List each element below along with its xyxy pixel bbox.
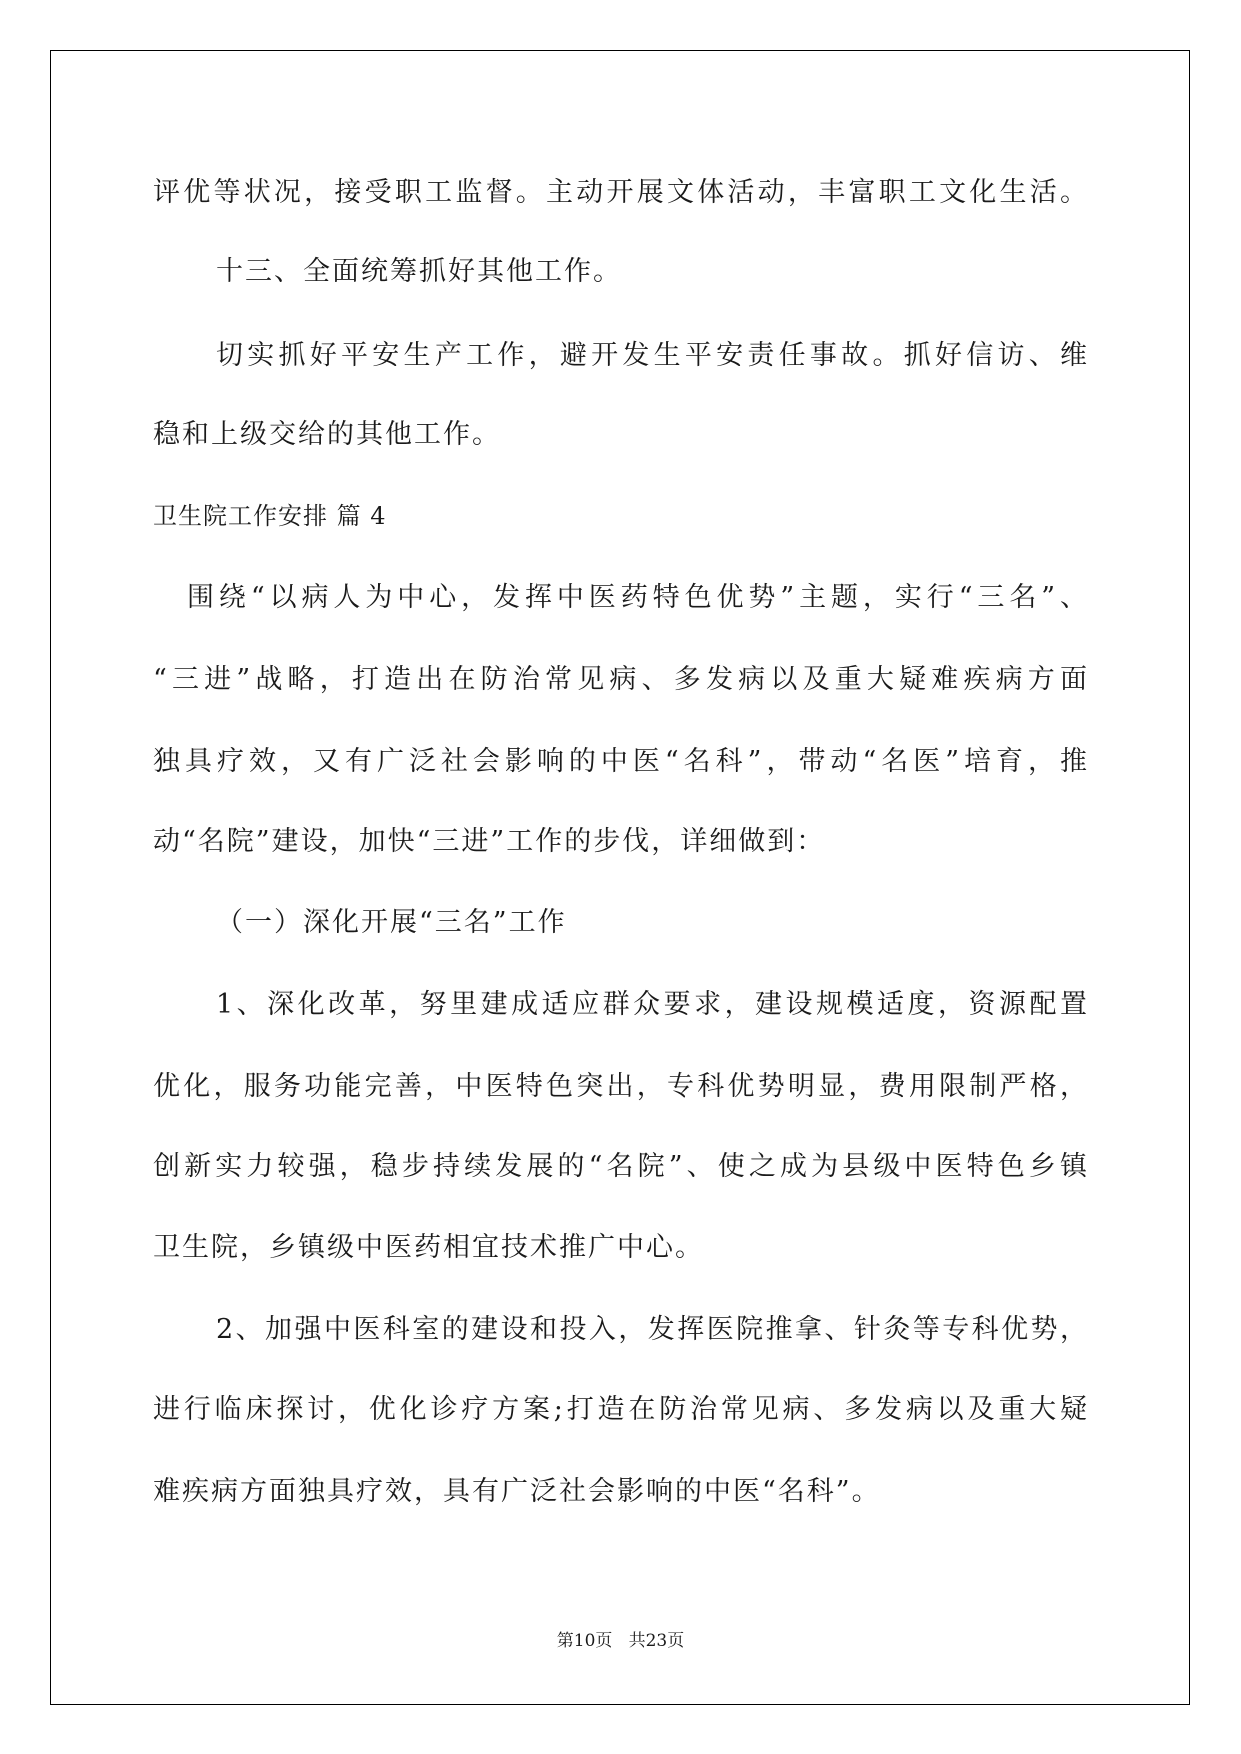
- page-footer: [0, 1631, 1241, 1651]
- body-text-line: 独具疗效，又有广泛社会影响的中医“名科”，带动“名医”培育，推: [153, 746, 1087, 777]
- section-heading: 卫生院工作安排 篇 4: [153, 502, 387, 530]
- page-border: [50, 50, 1190, 1705]
- body-text-line: 动“名院”建设，加快“三进”工作的步伐，详细做到：: [153, 826, 826, 857]
- page-number: 第10页: [556, 1631, 613, 1651]
- body-text-line: “三进”战略，打造出在防治常见病、多发病以及重大疑难疾病方面: [153, 664, 1087, 695]
- body-text-line: 2、加强中医科室的建设和投入，发挥医院推拿、针灸等专科优势，: [216, 1314, 1087, 1345]
- body-text-line: 稳和上级交给的其他工作。: [153, 419, 501, 450]
- body-text-line: 创新实力较强，稳步持续发展的“名院”、使之成为县级中医特色乡镇: [153, 1151, 1087, 1182]
- body-text-line: 优化，服务功能完善，中医特色突出，专科优势明显，费用限制严格，: [153, 1071, 1087, 1102]
- body-text-line: 卫生院，乡镇级中医药相宜技术推广中心。: [153, 1232, 704, 1263]
- section-item-heading: 十三、全面统筹抓好其他工作。: [216, 256, 622, 287]
- body-text-line: 评优等状况，接受职工监督。主动开展文体活动，丰富职工文化生活。: [153, 177, 1087, 208]
- subsection-heading: （一）深化开展“三名”工作: [216, 907, 567, 938]
- body-text-line: 难疾病方面独具疗效，具有广泛社会影响的中医“名科”。: [153, 1476, 881, 1507]
- page-total: 共23页: [628, 1631, 685, 1651]
- body-text-line: 1、深化改革，努里建成适应群众要求，建设规模适度，资源配置: [216, 989, 1087, 1020]
- body-text-line: 切实抓好平安生产工作，避开发生平安责任事故。抓好信访、维: [216, 340, 1087, 371]
- body-text-line: 围绕“以病人为中心，发挥中医药特色优势”主题，实行“三名”、: [187, 582, 1087, 613]
- body-text-line: 进行临床探讨，优化诊疗方案;打造在防治常见病、多发病以及重大疑: [153, 1394, 1087, 1425]
